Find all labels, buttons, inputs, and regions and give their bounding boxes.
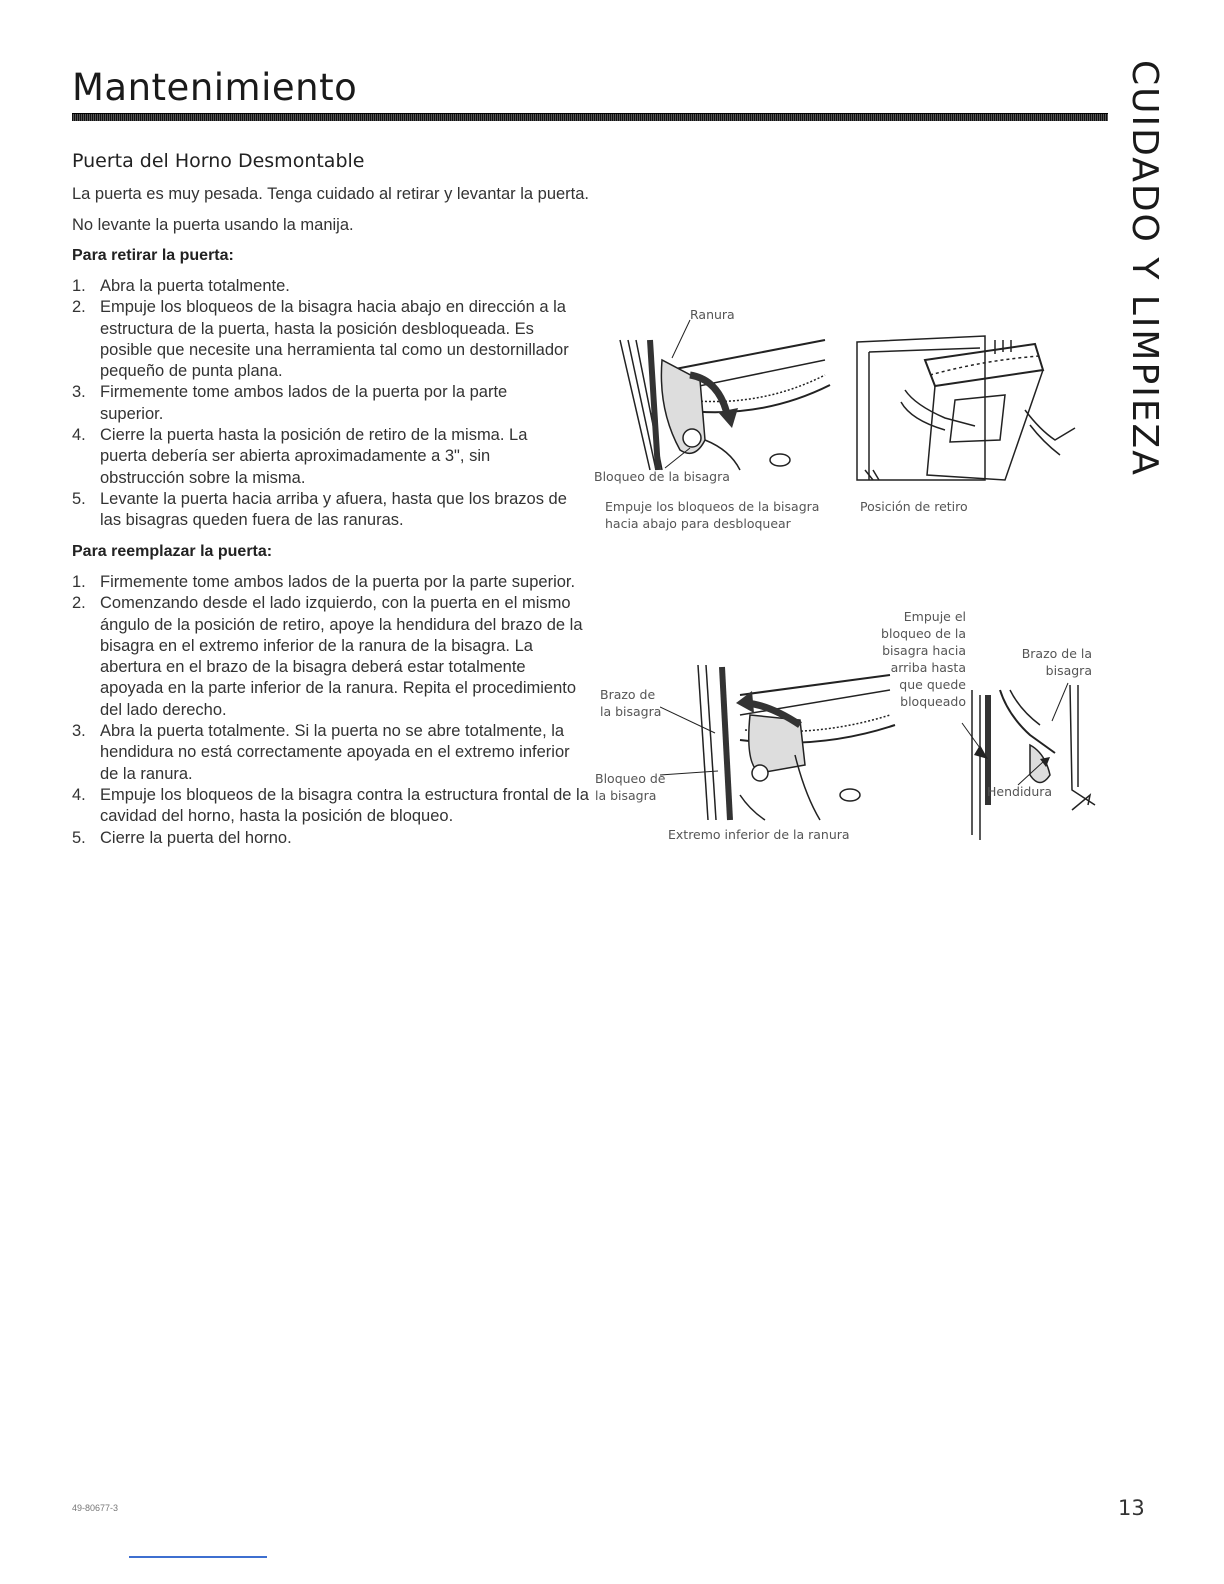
step-text: Abra la puerta totalmente. Si la puerta no se abre totalmente, la hendidura no está correctamente apoyada en el extremo inferior de la ranura.	[100, 722, 570, 783]
label-hinge-arm	[600, 686, 661, 720]
step-text: Empuje los bloqueos de la bisagra contra la estructura frontal de la cavidad del horno, hasta la posición de bloqueo.	[100, 785, 589, 826]
replace-steps	[72, 572, 592, 849]
document-code: 49-80677-3	[72, 1503, 119, 1513]
label-hinge-lock: Bloqueo de la bisagra	[594, 469, 730, 484]
removal-position-illustration	[855, 330, 1085, 485]
caption-removal: Posición de retiro	[860, 499, 968, 514]
side-tab-label: CUIDADO Y LIMPIEZA	[1124, 60, 1165, 477]
step-number: 4.	[72, 785, 86, 804]
remove-heading: Para retirar la puerta:	[72, 247, 234, 264]
replace-step	[72, 593, 592, 721]
label-line: Empuje el	[903, 609, 966, 624]
step-number: 3.	[72, 383, 86, 402]
step-text: Empuje los bloqueos de la bisagra hacia abajo en dirección a la estructura de la puerta, hasta la posición desbloqueada. Es posible que necesite una herramienta tal como un destornillador pequeño de punta plana.	[100, 298, 569, 381]
remove-step	[72, 382, 572, 425]
replace-heading: Para reemplazar la puerta:	[72, 543, 273, 560]
step-number: 2.	[72, 298, 86, 317]
warning-weight: La puerta es muy pesada. Tenga cuidado al retirar y levantar la puerta.	[72, 185, 590, 203]
caption-unlock-line: Empuje los bloqueos de la bisagra	[605, 499, 820, 514]
figure-removal-position	[855, 330, 1085, 485]
label-line: arriba hasta	[890, 660, 966, 675]
step-text: Cierre la puerta hasta la posición de retiro de la misma. La puerta debería ser abierta aproximadamente a 3", sin obstrucción sobre la misma.	[100, 426, 528, 487]
caption-unlock-line: hacia abajo para desbloquear	[605, 516, 791, 531]
step-number: 5.	[72, 828, 86, 847]
label-line: que quede	[899, 677, 966, 692]
step-number: 1.	[72, 573, 86, 591]
label-line: la bisagra	[600, 704, 662, 719]
remove-step	[72, 489, 572, 532]
label-line: Brazo de	[600, 687, 656, 702]
label-line: bisagra hacia	[882, 643, 966, 658]
step-text: Abra la puerta totalmente.	[100, 277, 290, 295]
hinge-notch-illustration	[960, 675, 1110, 845]
figure-unlock-hinge	[610, 300, 850, 480]
label-line: Brazo de la	[1021, 646, 1092, 661]
label-notch: Hendidura	[987, 784, 1053, 799]
replace-step	[72, 828, 592, 849]
label-slot: Ranura	[690, 307, 735, 322]
hinge-unlock-illustration	[610, 300, 850, 480]
label-line: bisagra	[1045, 663, 1092, 678]
label-line: bloqueo de la	[881, 626, 966, 641]
remove-step	[72, 297, 572, 382]
step-number: 1.	[72, 277, 86, 295]
step-number: 2.	[72, 594, 86, 613]
label-hinge-arm-notch	[1000, 645, 1092, 679]
step-text: Cierre la puerta del horno.	[100, 828, 292, 847]
label-line: bloqueado	[900, 694, 966, 709]
step-text: Comenzando desde el lado izquierdo, con la puerta en el mismo ángulo de la posición de retiro, apoye la hendidura del brazo de la bisagra en el extremo inferior de la ranura de la bisagra. La abertura en el brazo de la bisagra deberá estar totalmente apoyada en la parte inferior de la ranura. Repita el procedimiento del lado derecho.	[100, 594, 583, 719]
step-text: Firmemente tome ambos lados de la puerta por la parte superior.	[100, 383, 508, 423]
step-text: Firmemente tome ambos lados de la puerta por la parte superior.	[100, 573, 576, 591]
footer-link-underline	[129, 1556, 267, 1558]
figure-hinge-notch	[960, 675, 1110, 845]
side-tab	[1120, 60, 1170, 477]
remove-step	[72, 276, 572, 297]
caption-unlock	[605, 498, 819, 532]
step-number: 3.	[72, 722, 86, 741]
label-push-lock-up	[850, 608, 966, 710]
label-hinge-lock-relock	[595, 770, 666, 804]
title-rule	[72, 113, 1108, 121]
page-number: 13	[1118, 1496, 1145, 1520]
remove-steps	[72, 276, 572, 532]
step-number: 5.	[72, 489, 86, 508]
replace-step	[72, 785, 592, 828]
caption-slot-bottom: Extremo inferior de la ranura	[668, 827, 850, 842]
section-heading: Puerta del Horno Desmontable	[72, 150, 365, 172]
page-title: Mantenimiento	[72, 66, 358, 109]
remove-step	[72, 425, 572, 489]
replace-step	[72, 572, 592, 593]
step-text: Levante la puerta hacia arriba y afuera, hasta que los brazos de las bisagras queden fuera de las ranuras.	[100, 489, 567, 530]
label-line: Bloqueo de	[595, 771, 666, 786]
label-line: la bisagra	[595, 788, 657, 803]
replace-step	[72, 721, 592, 785]
warning-handle: No levante la puerta usando la manija.	[72, 216, 354, 234]
step-number: 4.	[72, 426, 86, 445]
